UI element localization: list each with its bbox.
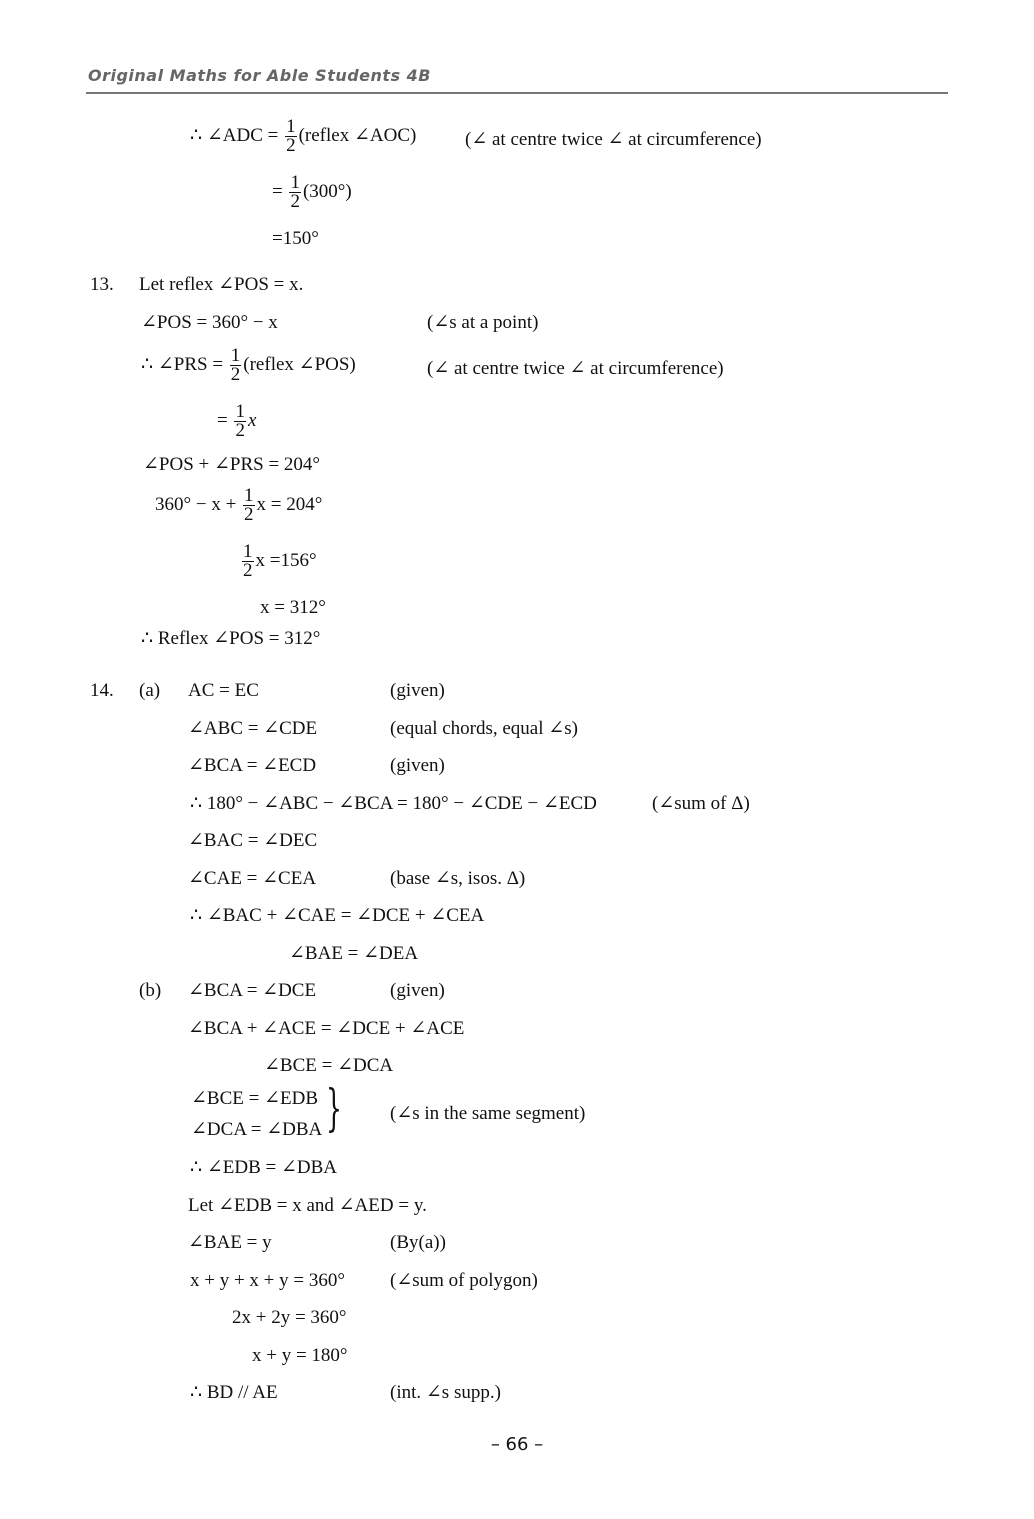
q14b-l1-reason: (given) <box>390 980 445 1001</box>
q14a-cae-reason: (base ∠s, isos. Δ) <box>390 868 526 889</box>
frac-numerator: 1 <box>244 485 254 506</box>
frac-numerator: 1 <box>230 345 241 366</box>
q12-line-1 <box>190 118 416 155</box>
q14a-reason-3: (given) <box>390 755 445 776</box>
q12-l1-lhs: ∴ ∠ADC = <box>190 124 284 146</box>
q14a-reason-2: (equal chords, equal ∠s) <box>390 718 578 739</box>
q14b-l4-reason: (∠s in the same segment) <box>390 1103 586 1124</box>
q14a-long-line: ∴ 180° − ∠ABC − ∠BCA = 180° − ∠CDE − ∠ECD <box>190 793 597 814</box>
q13-conclusion: ∴ Reflex ∠POS = 312° <box>141 628 321 649</box>
page-number: – 66 – <box>490 1434 544 1455</box>
q14b-line-6: Let ∠EDB = x and ∠AED = y. <box>188 1195 427 1216</box>
q13-line-3 <box>217 403 256 440</box>
q14b-line-4b: ∠DCA = ∠DBA <box>191 1119 323 1140</box>
q12-line-3: =150° <box>272 228 319 249</box>
q14b-l7-reason: (By(a)) <box>390 1232 446 1253</box>
q13-l6-fraction <box>242 543 254 580</box>
q14a-cae-line: ∠CAE = ∠CEA <box>188 868 317 889</box>
q14b-line-9: 2x + 2y = 360° <box>232 1307 347 1328</box>
frac-denominator: 2 <box>230 364 241 385</box>
q12-l1-rhs: (reflex ∠AOC) <box>298 124 417 146</box>
q14a-bac-line: ∠BAC = ∠DEC <box>188 830 318 851</box>
q14b-line-1: ∠BCA = ∠DCE <box>188 980 317 1001</box>
frac-denominator: 2 <box>235 420 245 441</box>
q13-intro: Let reflex ∠POS = x. <box>139 274 304 295</box>
q13-l5-lhs: 360° − x + <box>155 493 242 515</box>
q14b-line-3: ∠BCE = ∠DCA <box>264 1055 394 1076</box>
q14b-line-5: ∴ ∠EDB = ∠DBA <box>190 1157 338 1178</box>
q13-line-1: ∠POS = 360° − x <box>141 312 278 333</box>
q13-line-7: x = 312° <box>260 597 326 618</box>
frac-numerator: 1 <box>235 401 245 422</box>
q12-l1-reason: (∠ at centre twice ∠ at circumference) <box>465 129 762 150</box>
q14a-reason-1: (given) <box>390 680 445 701</box>
q14a-stmt-2: ∠ABC = ∠CDE <box>188 718 318 739</box>
q13-line-5 <box>155 487 322 524</box>
q14b-line-11: ∴ BD // AE <box>190 1382 278 1403</box>
q13-line-4: ∠POS + ∠PRS = 204° <box>143 454 321 475</box>
q13-l3-eq: = <box>217 409 233 431</box>
q14a-long-reason: (∠sum of Δ) <box>652 793 750 814</box>
frac-denominator: 2 <box>243 560 253 581</box>
q13-line-2 <box>141 347 356 384</box>
q14b-line-7: ∠BAE = y <box>188 1232 272 1253</box>
q12-l1-fraction <box>285 118 297 155</box>
frac-numerator: 1 <box>290 172 300 193</box>
header-rule <box>86 92 948 94</box>
q13-number: 13. <box>90 274 114 295</box>
q13-l5-rhs: x = 204° <box>256 493 323 515</box>
q14-part-b-label: (b) <box>139 980 162 1001</box>
q13-line-6 <box>240 543 317 580</box>
frac-numerator: 1 <box>286 116 296 137</box>
q14b-l8-reason: (∠sum of polygon) <box>390 1270 538 1291</box>
q14b-line-10: x + y = 180° <box>252 1345 348 1366</box>
q13-l6-rhs: x =156° <box>255 549 317 571</box>
frac-denominator: 2 <box>286 135 296 156</box>
q12-line-2 <box>272 174 352 211</box>
q14a-stmt-3: ∠BCA = ∠ECD <box>188 755 317 776</box>
q14b-line-4a: ∠BCE = ∠EDB <box>191 1088 319 1109</box>
q13-l3-fraction <box>234 403 246 440</box>
q14-part-a-label: (a) <box>139 680 161 701</box>
q12-l2-eq: = <box>272 180 288 202</box>
frac-denominator: 2 <box>244 504 254 525</box>
q13-l2-fraction <box>230 347 242 384</box>
q14a-stmt-1: AC = EC <box>188 680 259 701</box>
q14b-line-8: x + y + x + y = 360° <box>190 1270 345 1291</box>
q14b-l11-reason: (int. ∠s supp.) <box>390 1382 501 1403</box>
q14a-sum-line: ∴ ∠BAC + ∠CAE = ∠DCE + ∠CEA <box>190 905 485 926</box>
right-brace-icon: } <box>326 1079 342 1137</box>
q12-l2-rhs: (300°) <box>302 180 352 202</box>
q14-number: 14. <box>90 680 114 701</box>
q13-l2-rhs: (reflex ∠POS) <box>243 353 356 375</box>
q13-l3-rhs: x <box>247 409 257 431</box>
q14a-result: ∠BAE = ∠DEA <box>289 943 419 964</box>
q13-l2-reason: (∠ at centre twice ∠ at circumference) <box>427 358 724 379</box>
running-header: Original Maths for Able Students 4B <box>88 66 431 85</box>
frac-denominator: 2 <box>290 191 300 212</box>
q13-l5-fraction <box>243 487 255 524</box>
q13-l1-reason: (∠s at a point) <box>427 312 539 333</box>
q12-l2-fraction <box>289 174 301 211</box>
frac-numerator: 1 <box>243 541 253 562</box>
q13-l2-lhs: ∴ ∠PRS = <box>141 353 228 375</box>
q14b-line-2: ∠BCA + ∠ACE = ∠DCE + ∠ACE <box>188 1018 465 1039</box>
